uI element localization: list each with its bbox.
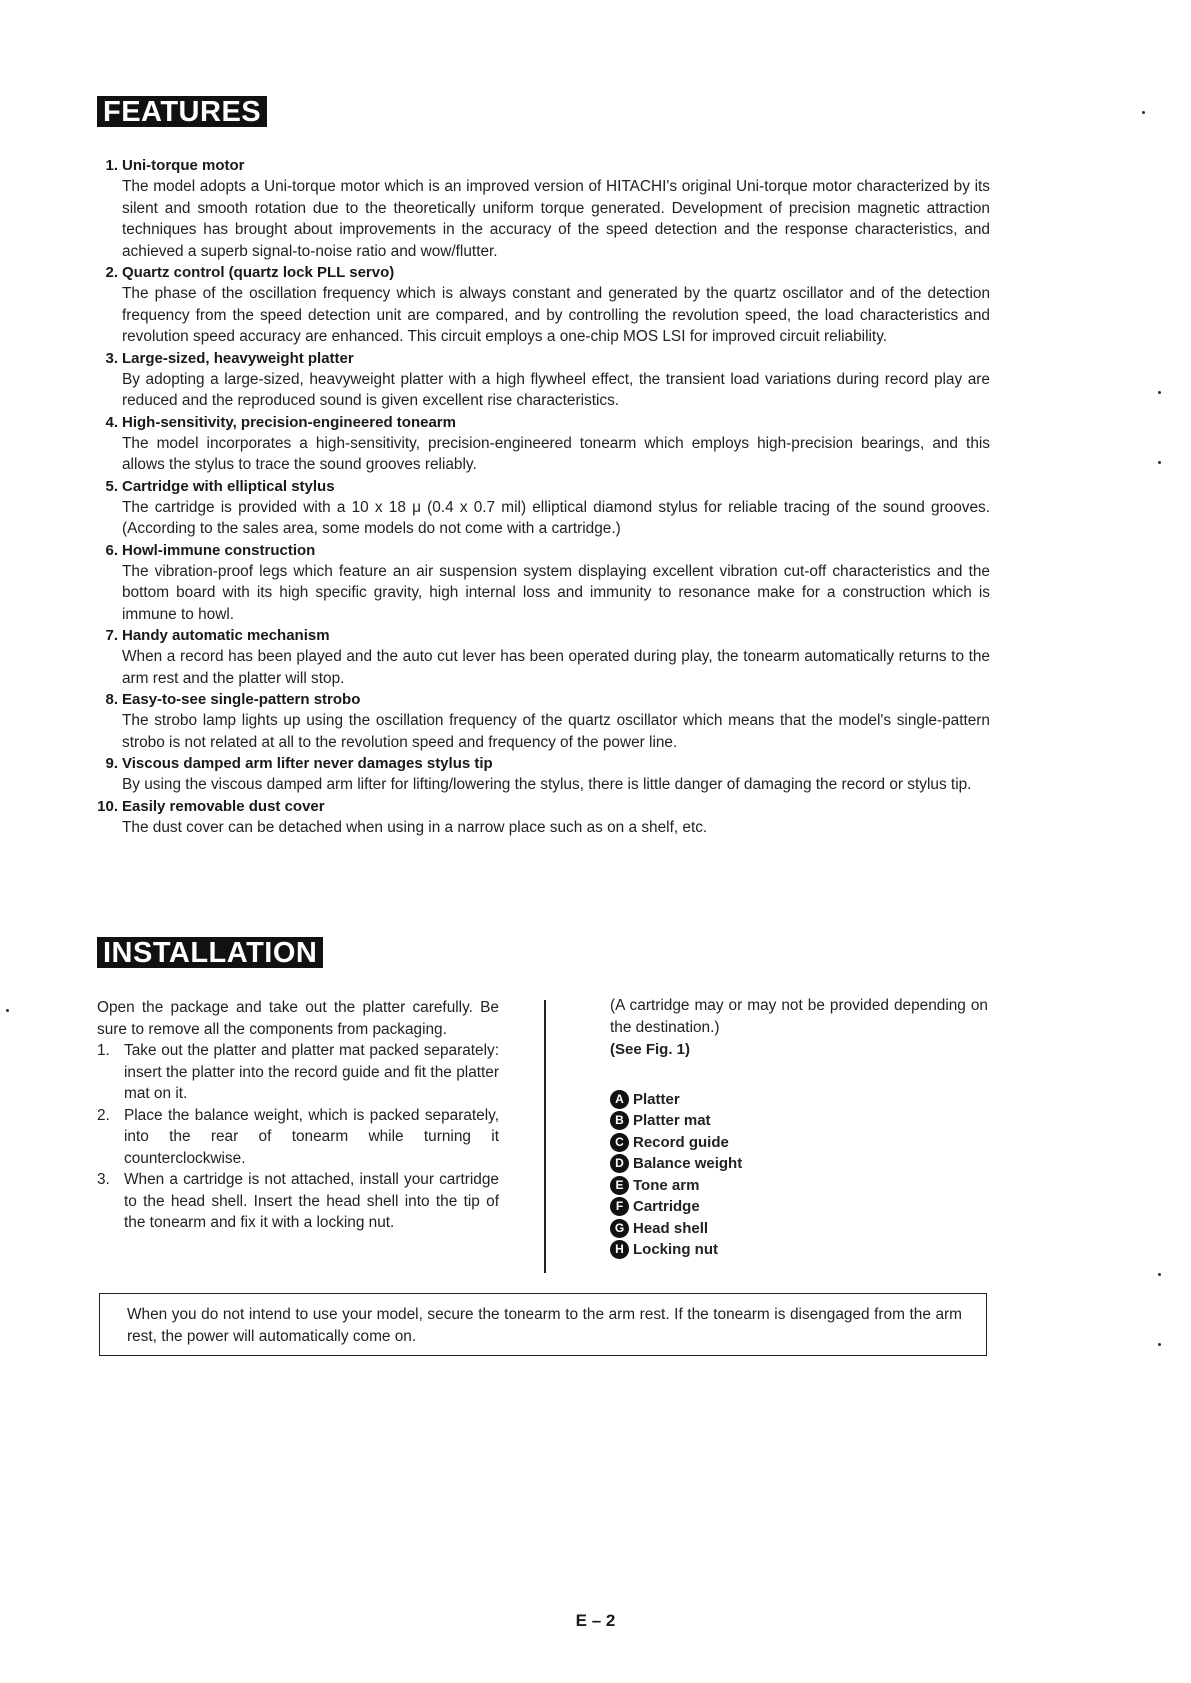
cartridge-note: (A cartridge may or may not be provided depending on the destination.) bbox=[610, 997, 988, 1036]
feature-number: 7. bbox=[105, 627, 118, 644]
feature-body: The dust cover can be detached when using in a narrow place such as on a shelf, etc. bbox=[122, 818, 708, 836]
feature-item bbox=[88, 540, 990, 626]
scan-speck bbox=[1158, 1343, 1161, 1346]
notice-text: When you do not intend to use your model, secure the tonearm to the arm rest. If the tonearm is disengaged from the arm rest, the power will automatically come on. bbox=[127, 1306, 962, 1345]
part-label: Locking nut bbox=[633, 1241, 718, 1258]
feature-title: Viscous damped arm lifter never damages stylus tip bbox=[122, 755, 493, 772]
step-number: 3. bbox=[97, 1171, 110, 1188]
feature-body: By using the viscous damped arm lifter for lifting/lowering the stylus, there is little danger of damaging the record or stylus tip. bbox=[122, 776, 972, 793]
part-letter-badge: D bbox=[610, 1154, 629, 1173]
part-label: Tone arm bbox=[633, 1176, 700, 1194]
feature-body: The phase of the oscillation frequency which is always constant and generated by the quartz oscillator and of the detection frequency from the speed detection unit are compared, and by controlling the revolution speed, the load characteristics and revolution speed accuracy are enhanced. This circuit employs a one-chip MOS LSI for improved circuit reliability. bbox=[122, 285, 990, 345]
feature-item bbox=[88, 476, 990, 540]
part-label: Head shell bbox=[633, 1219, 709, 1237]
features-heading: FEATURES bbox=[97, 96, 267, 127]
feature-body: When a record has been played and the auto cut lever has been operated during play, the tonearm automatically returns to the arm rest and the platter will stop. bbox=[122, 648, 990, 687]
feature-title: Easy-to-see single-pattern strobo bbox=[122, 691, 361, 708]
part-letter-badge: B bbox=[610, 1111, 629, 1130]
installation-step bbox=[97, 1105, 499, 1170]
step-text: When a cartridge is not attached, install your cartridge to the head shell. Insert the head shell into the tip of the tonearm and fix it with a locking nut. bbox=[124, 1171, 499, 1231]
part-letter-badge: A bbox=[610, 1090, 629, 1109]
feature-number: 1. bbox=[105, 157, 118, 174]
figure-reference: (See Fig. 1) bbox=[610, 1041, 691, 1058]
part-letter-badge: H bbox=[610, 1240, 629, 1259]
features-list bbox=[88, 155, 990, 838]
installation-steps bbox=[97, 1040, 499, 1234]
feature-title: Uni-torque motor bbox=[122, 157, 245, 174]
step-number: 1. bbox=[97, 1042, 110, 1059]
feature-number: 4. bbox=[105, 413, 118, 431]
installation-heading: INSTALLATION bbox=[97, 937, 323, 968]
page-number: E – 2 bbox=[575, 1611, 616, 1630]
scan-speck bbox=[1142, 111, 1145, 114]
feature-body: The model incorporates a high-sensitivity, precision-engineered tonearm which employs high-precision bearings, and this allows the stylus to trace the sound grooves reliably. bbox=[122, 434, 990, 473]
feature-number: 2. bbox=[105, 264, 118, 281]
feature-number: 3. bbox=[105, 349, 118, 367]
installation-step bbox=[97, 1169, 499, 1234]
part-item bbox=[610, 1175, 988, 1197]
part-label: Balance weight bbox=[633, 1155, 743, 1172]
feature-title: Quartz control (quartz lock PLL servo) bbox=[122, 264, 395, 281]
scan-speck bbox=[1158, 391, 1161, 394]
part-label: Record guide bbox=[633, 1133, 729, 1151]
feature-title: Large-sized, heavyweight platter bbox=[122, 349, 354, 367]
feature-body: By adopting a large-sized, heavyweight platter with a high flywheel effect, the transient load variations during record play are reduced and the reproduced sound is given excellent rise characteristics. bbox=[122, 370, 990, 409]
part-letter-badge: G bbox=[610, 1219, 629, 1238]
feature-item bbox=[88, 689, 990, 753]
feature-title: Easily removable dust cover bbox=[122, 797, 325, 815]
feature-title: High-sensitivity, precision-engineered tonearm bbox=[122, 413, 456, 431]
feature-item bbox=[88, 412, 990, 476]
column-divider bbox=[544, 1000, 546, 1273]
part-item bbox=[610, 1110, 988, 1132]
feature-body: The vibration-proof legs which feature an air suspension system displaying excellent vibration cut-off characteristics and the bottom board with its high specific gravity, high internal loss and immunity to resonance make for a construction which is immune to howl. bbox=[122, 562, 990, 623]
scan-speck bbox=[6, 1009, 9, 1012]
feature-body: The model adopts a Uni-torque motor which is an improved version of HITACHI's original Uni-torque motor characterized by its silent and smooth rotation due to the theoretically uniform torque generated. Development of precision magnetic attraction techniques has brought about improvements in the accuracy of the speed detection and the response characteristics, and achieved a superb signal-to-noise ratio and wow/flutter. bbox=[122, 178, 990, 260]
feature-title: Handy automatic mechanism bbox=[122, 627, 330, 644]
part-item bbox=[610, 1239, 988, 1261]
part-label: Platter mat bbox=[633, 1112, 711, 1129]
installation-left-column bbox=[97, 997, 499, 1234]
parts-list bbox=[610, 1089, 988, 1261]
installation-step bbox=[97, 1040, 499, 1105]
part-item bbox=[610, 1196, 988, 1218]
step-number: 2. bbox=[97, 1106, 110, 1124]
feature-number: 6. bbox=[105, 541, 118, 559]
step-text: Take out the platter and platter mat packed separately: insert the platter into the record guide and fit the platter mat on it. bbox=[124, 1042, 499, 1102]
feature-title: Cartridge with elliptical stylus bbox=[122, 477, 335, 495]
notice-box bbox=[99, 1293, 987, 1356]
part-letter-badge: C bbox=[610, 1133, 629, 1152]
scan-speck bbox=[1158, 461, 1161, 464]
part-item bbox=[610, 1132, 988, 1154]
feature-body: The cartridge is provided with a 10 x 18 μ (0.4 x 0.7 mil) elliptical diamond stylus for reliable tracing of the sound grooves. (According to the sales area, some models do not come with a cartridge.) bbox=[122, 498, 990, 537]
part-item bbox=[610, 1153, 988, 1175]
part-label: Platter bbox=[633, 1090, 680, 1108]
feature-number: 5. bbox=[105, 477, 118, 495]
part-label: Cartridge bbox=[633, 1198, 700, 1215]
part-letter-badge: E bbox=[610, 1176, 629, 1195]
feature-item bbox=[88, 796, 990, 839]
part-item bbox=[610, 1089, 988, 1111]
feature-item bbox=[88, 753, 990, 796]
feature-item bbox=[88, 262, 990, 348]
part-letter-badge: F bbox=[610, 1197, 629, 1216]
feature-title: Howl-immune construction bbox=[122, 541, 316, 559]
feature-item bbox=[88, 155, 990, 262]
installation-intro: Open the package and take out the platter carefully. Be sure to remove all the components from packaging. bbox=[97, 999, 499, 1038]
feature-number: 9. bbox=[105, 755, 118, 772]
feature-item bbox=[88, 625, 990, 689]
feature-item bbox=[88, 348, 990, 412]
part-item bbox=[610, 1218, 988, 1240]
step-text: Place the balance weight, which is packed separately, into the rear of tonearm while turning it counterclockwise. bbox=[124, 1106, 499, 1167]
feature-number: 10. bbox=[97, 797, 118, 815]
scan-speck bbox=[1158, 1273, 1161, 1276]
installation-right-column bbox=[610, 995, 988, 1261]
feature-number: 8. bbox=[105, 691, 118, 708]
feature-body: The strobo lamp lights up using the oscillation frequency of the quartz oscillator which means that the model's single-pattern strobo is not related at all to the revolution speed and frequency of the power line. bbox=[122, 712, 990, 751]
